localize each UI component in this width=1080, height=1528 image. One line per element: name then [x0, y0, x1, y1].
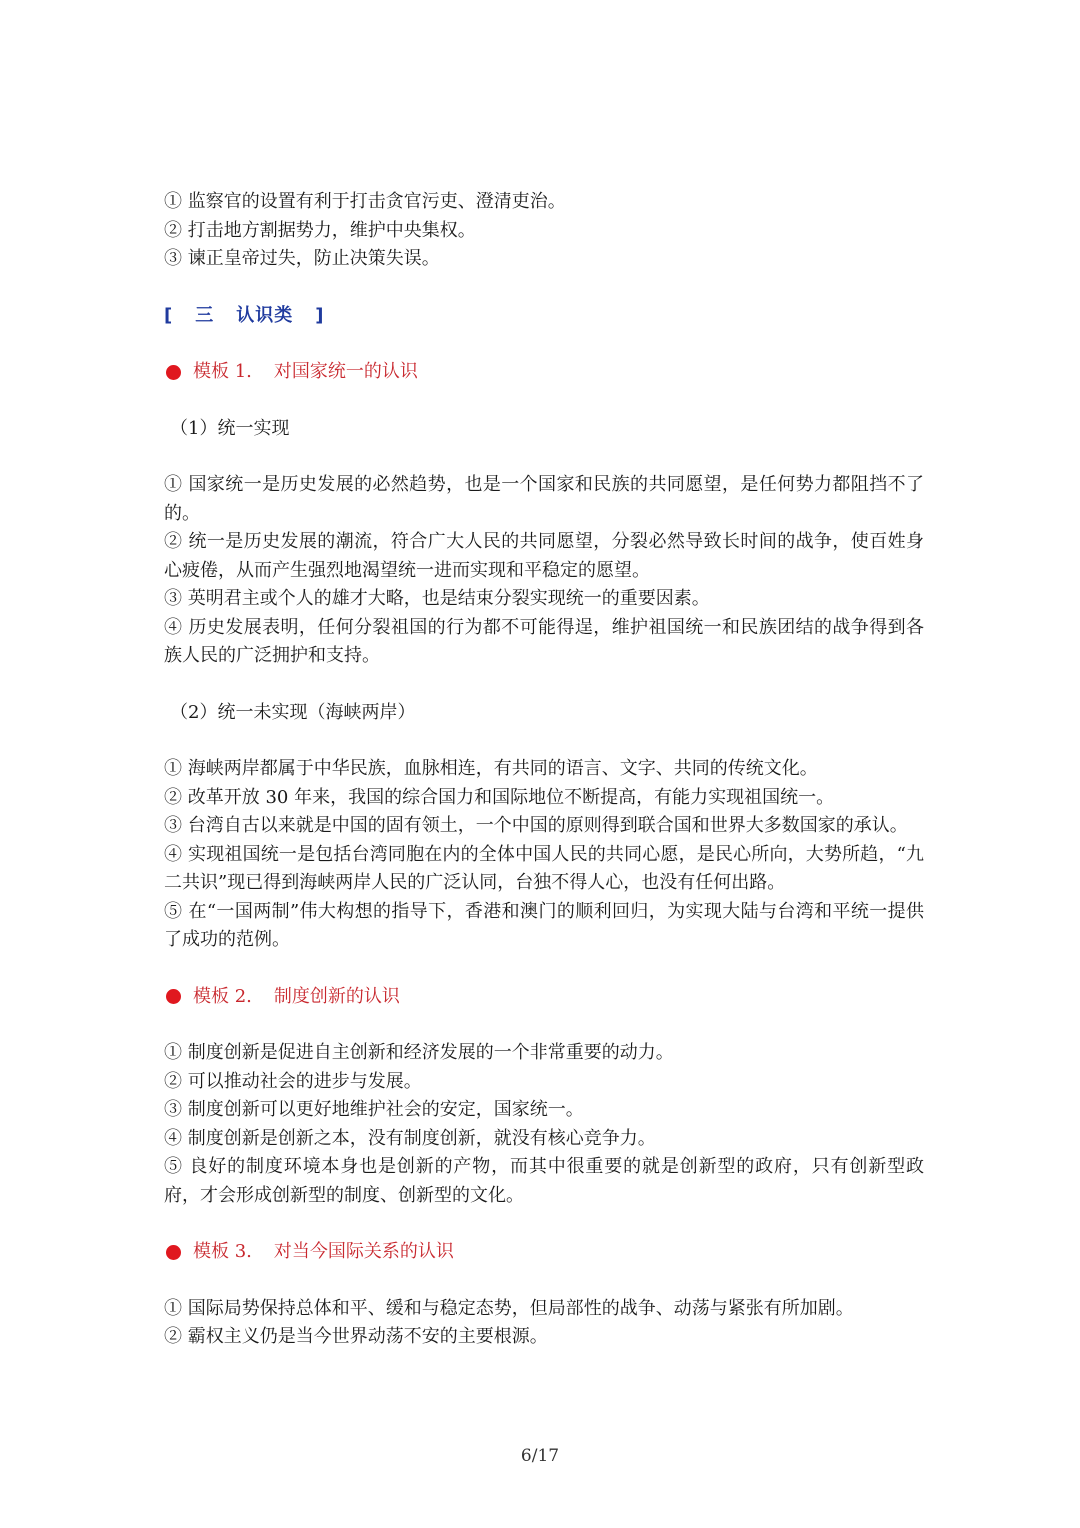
list-item: ① 监察官的设置有利于打击贪官污吏、澄清吏治。: [164, 191, 566, 212]
section-title-text: 认识类: [236, 304, 294, 326]
subsection-heading: （2）统一未实现（海峡两岸）: [170, 701, 416, 723]
red-dot-icon: [166, 1245, 181, 1260]
red-dot-icon: [166, 989, 181, 1004]
template-2-list: [164, 1039, 924, 1210]
list-item: ② 霸权主义仍是当今世界动荡不安的主要根源。: [164, 1326, 548, 1347]
list-item: ② 统一是历史发展的潮流，符合广大人民的共同愿望，分裂必然导致长时间的战争，使百姓身心疲倦，从而产生强烈地渴望统一进而实现和平稳定的愿望。: [164, 531, 924, 581]
subsection-2-list: [164, 755, 924, 955]
template-number: 模板 1.: [193, 361, 252, 382]
list-item: ③ 谏正皇帝过失，防止决策失误。: [164, 248, 440, 269]
document-body: [164, 188, 924, 1352]
section-number: 三: [195, 304, 215, 326]
list-item: ① 海峡两岸都属于中华民族，血脉相连，有共同的语言、文字、共同的传统文化。: [164, 758, 818, 779]
template-title: 制度创新的认识: [273, 985, 400, 1007]
page-number: 6/17: [520, 1446, 560, 1466]
list-item: ② 可以推动社会的进步与发展。: [164, 1070, 422, 1092]
list-item: ① 国家统一是历史发展的必然趋势，也是一个国家和民族的共同愿望，是任何势力都阻挡不了的。: [164, 474, 924, 524]
list-item: ⑤ 良好的制度环境本身也是创新的产物，而其中很重要的就是创新型的政府，只有创新型政府，才会形成创新型的制度、创新型的文化。: [164, 1156, 924, 1206]
subsection-1-list: [164, 471, 924, 671]
section-bracket-open: [: [164, 304, 174, 326]
template-title: 对国家统一的认识: [273, 361, 418, 382]
template-2-heading: [164, 983, 924, 1012]
template-1-heading: [164, 358, 924, 387]
section-title: [164, 302, 924, 331]
list-item: ② 打击地方割据势力，维护中央集权。: [164, 219, 476, 241]
template-number: 模板 3.: [193, 1241, 252, 1262]
template-3-list: [164, 1295, 924, 1352]
list-item: ④ 历史发展表明，任何分裂祖国的行为都不可能得逞，维护祖国统一和民族团结的战争得到各族人民的广泛拥护和支持。: [164, 616, 924, 666]
list-item: ① 制度创新是促进自主创新和经济发展的一个非常重要的动力。: [164, 1042, 674, 1063]
template-title: 对当今国际关系的认识: [273, 1241, 454, 1262]
list-item: ③ 台湾自古以来就是中国的固有领土，一个中国的原则得到联合国和世界大多数国家的承认。: [164, 815, 908, 836]
list-item: ③ 英明君主或个人的雄才大略，也是结束分裂实现统一的重要因素。: [164, 588, 710, 609]
list-item: ① 国际局势保持总体和平、缓和与稳定态势，但局部性的战争、动荡与紧张有所加剧。: [164, 1297, 854, 1319]
list-item: ③ 制度创新可以更好地维护社会的安定，国家统一。: [164, 1099, 584, 1120]
template-number: 模板 2.: [193, 985, 252, 1007]
subsection-heading: （1）统一实现: [170, 417, 290, 439]
list-item: ② 改革开放 30 年来，我国的综合国力和国际地位不断提高，有能力实现祖国统一。: [164, 786, 835, 808]
section-bracket-close: ]: [315, 304, 325, 326]
list-item: ⑤ 在“一国两制”伟大构想的指导下，香港和澳门的顺利回归，为实现大陆与台湾和平统一提供了成功的范例。: [164, 900, 924, 950]
intro-list: [164, 188, 924, 274]
list-item: ④ 实现祖国统一是包括台湾同胞在内的全体中国人民的共同心愿，是民心所向，大势所趋，“九二共识”现已得到海峡两岸人民的广泛认同，台独不得人心，也没有任何出路。: [164, 843, 924, 893]
template-3-heading: [164, 1238, 924, 1267]
list-item: ④ 制度创新是创新之本，没有制度创新，就没有核心竞争力。: [164, 1127, 656, 1149]
red-dot-icon: [166, 365, 181, 380]
